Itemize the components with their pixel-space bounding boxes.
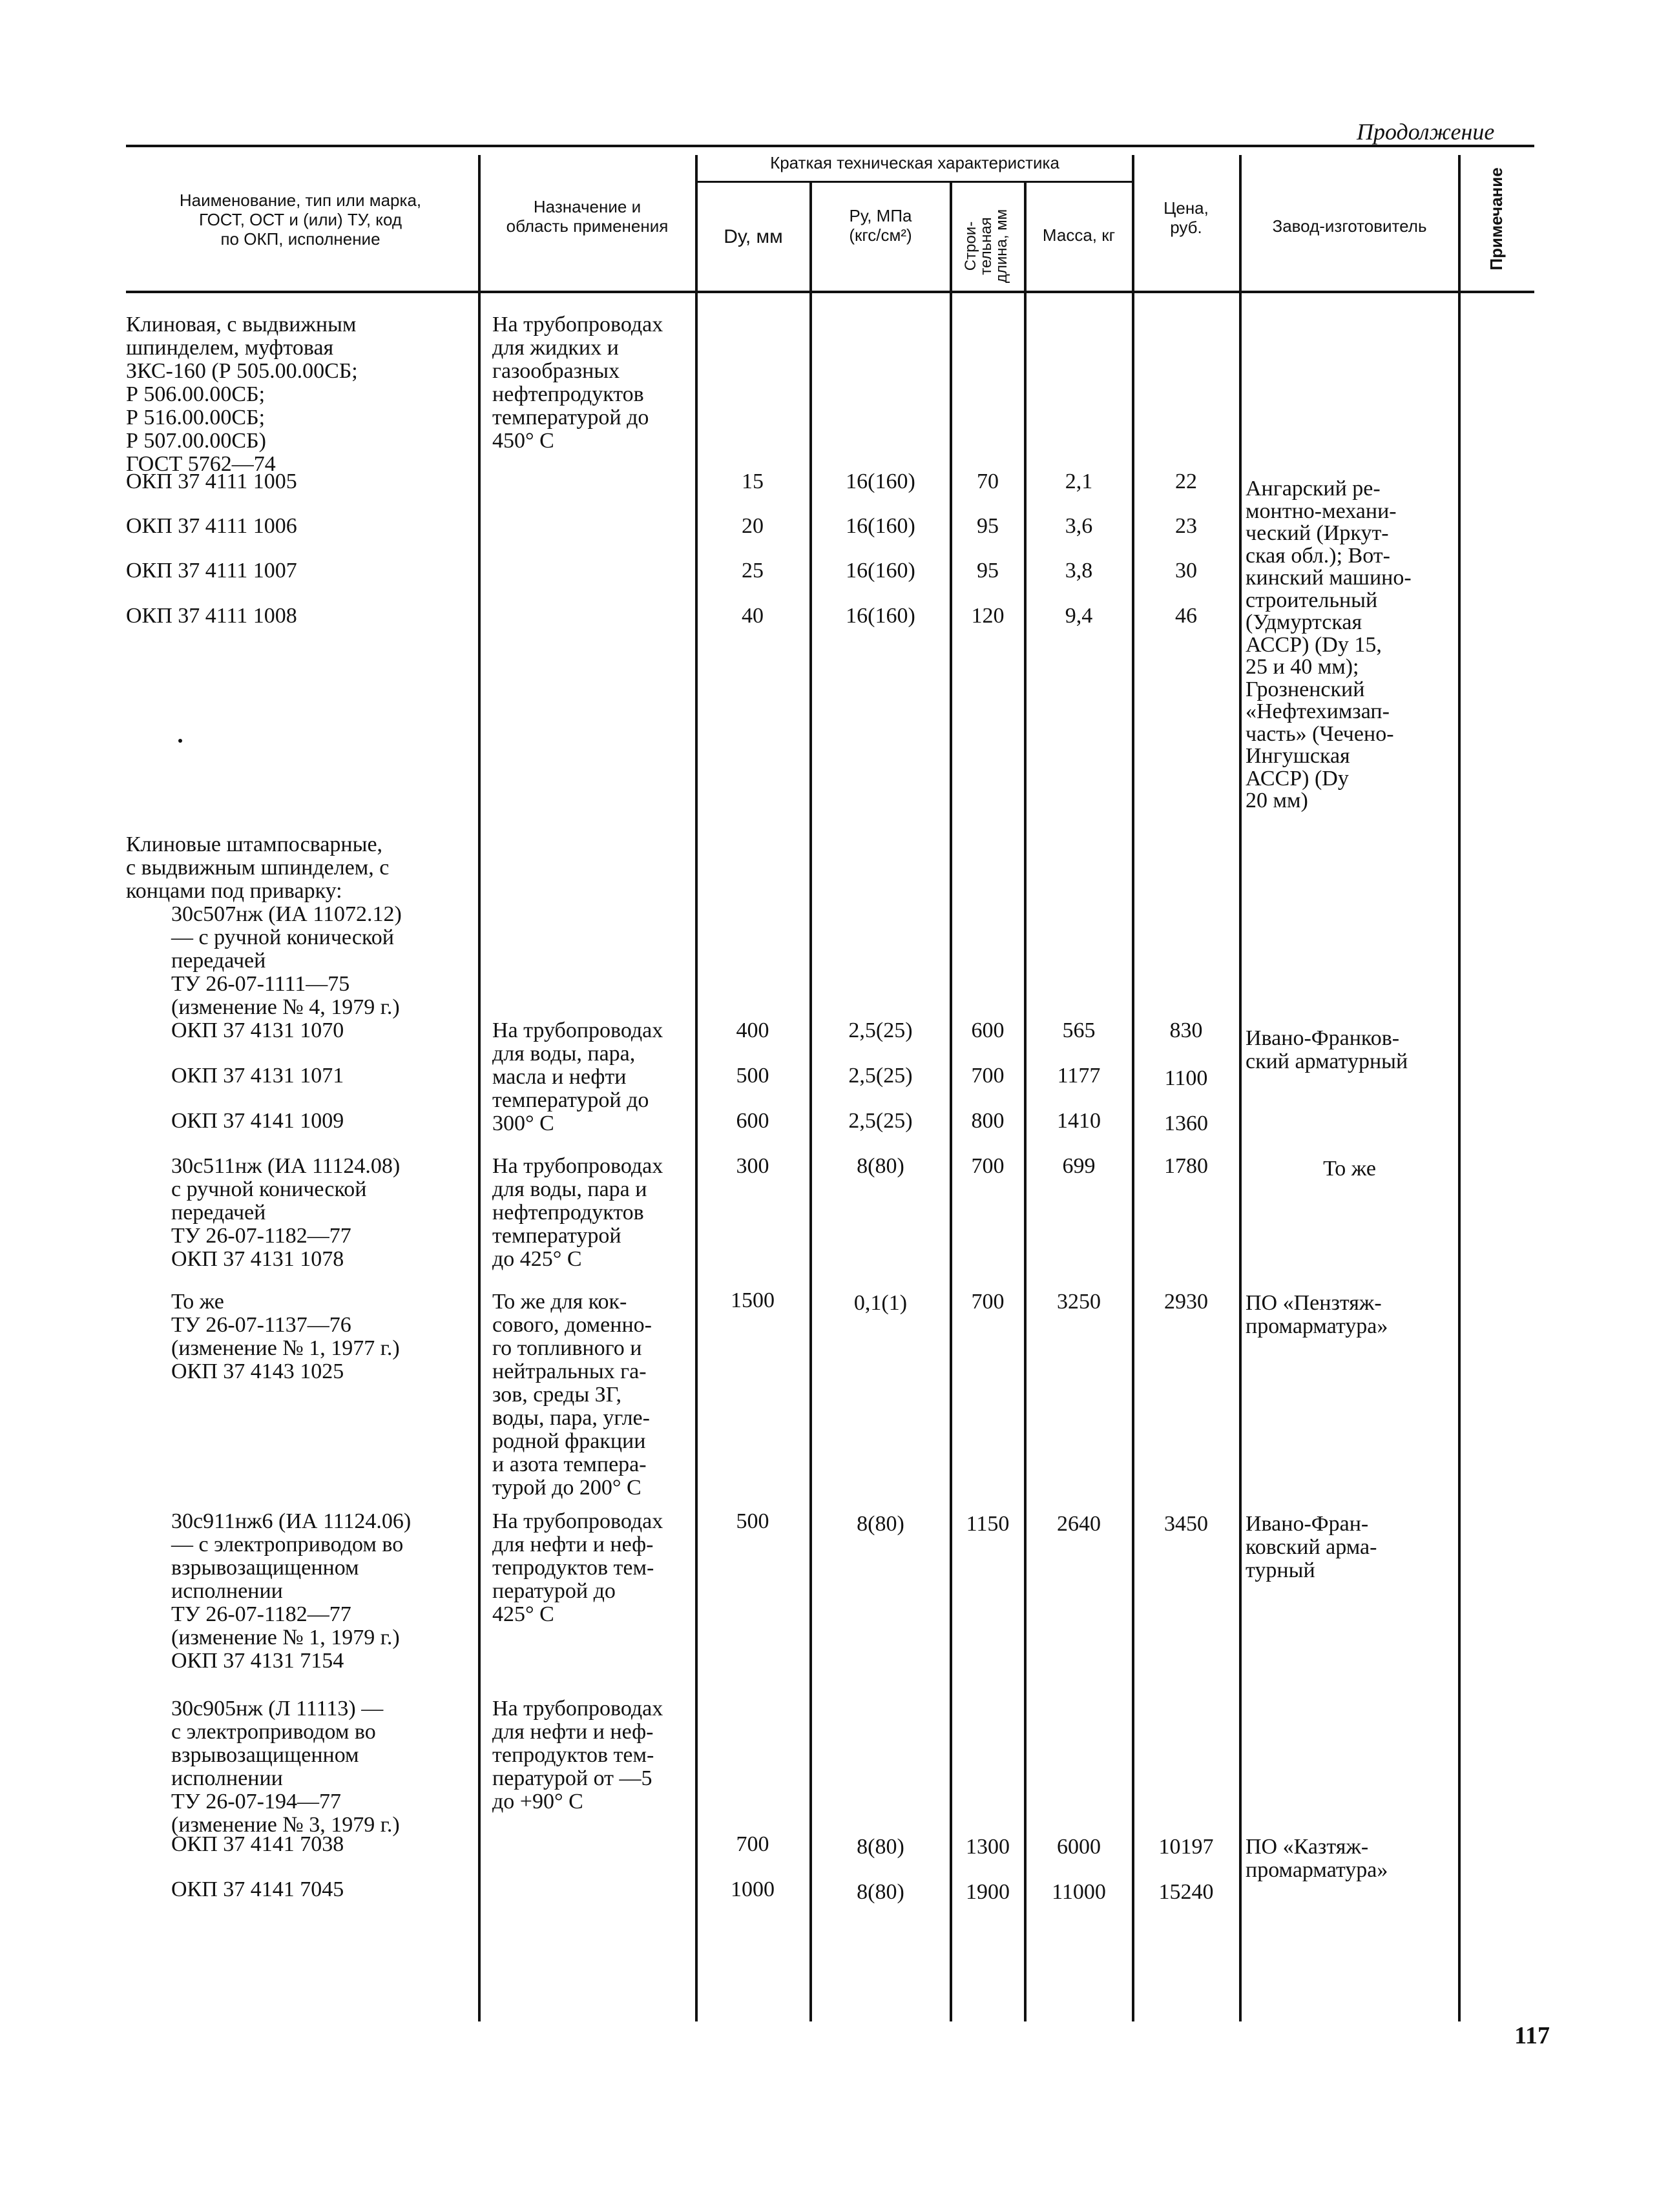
table-row-dy: 600 bbox=[736, 1109, 769, 1133]
block2-maker: Ивано-Франков- ский арматурный bbox=[1246, 1026, 1408, 1073]
col-divider-2 bbox=[695, 155, 698, 2021]
block6-purpose: На трубопроводах для нефти и неф- тепродуктов тем- пературой от —5 до +90° С bbox=[492, 1697, 663, 1814]
table-row-length: 700 bbox=[971, 1290, 1005, 1314]
table-row-code: ОКП 37 4141 1009 bbox=[171, 1109, 344, 1133]
col-divider-5 bbox=[1024, 182, 1027, 2021]
table-row-mass: 565 bbox=[1062, 1018, 1096, 1042]
table-row-length: 600 bbox=[971, 1018, 1005, 1042]
block3-maker: То же bbox=[1323, 1157, 1376, 1181]
table-row-length: 95 bbox=[977, 514, 999, 538]
table-row-dy: 500 bbox=[736, 1509, 769, 1533]
tech-group-rule bbox=[696, 181, 1132, 183]
table-row-price: 3450 bbox=[1164, 1512, 1208, 1536]
header-dy: Dу, мм bbox=[724, 226, 783, 247]
col-divider-4 bbox=[950, 182, 952, 2021]
table-row-code: ОКП 37 4111 1007 bbox=[126, 559, 297, 583]
header-price: Цена, руб. bbox=[1163, 198, 1209, 237]
table-row-py: 2,5(25) bbox=[848, 1109, 913, 1133]
table-row-price: 1360 bbox=[1164, 1111, 1208, 1135]
table-row-code: ОКП 37 4111 1008 bbox=[126, 604, 297, 628]
header-name: Наименование, тип или марка, ГОСТ, ОСТ и (или) ТУ, код по ОКП, исполнение bbox=[179, 191, 422, 249]
table-row-price: 15240 bbox=[1158, 1880, 1214, 1904]
table-top-rule bbox=[126, 145, 1534, 147]
table-row-dy: 300 bbox=[736, 1154, 769, 1178]
table-row-mass: 2,1 bbox=[1065, 470, 1093, 493]
header-purpose: Назначение и область применения bbox=[506, 197, 669, 236]
table-row-code: ОКП 37 4131 1071 bbox=[171, 1064, 344, 1088]
block3-purpose: На трубопроводах для воды, пара и нефтепродуктов температурой до 425° С bbox=[492, 1154, 663, 1271]
table-row-length: 70 bbox=[977, 470, 999, 493]
table-row-price: 30 bbox=[1175, 559, 1197, 583]
block1-maker: Ангарский ре- монтно-механи- ческий (Иркут- ская обл.); Вот- кинский машино- строительный (Удмуртская АССР) (Dу 15, 25 и 40 мм); Грозненский «Нефтехимзап- часть» (Чечено- Ингушская АССР) (Dу 20 мм) bbox=[1246, 477, 1412, 812]
table-row-price: 1100 bbox=[1164, 1066, 1208, 1090]
table-row-length: 700 bbox=[971, 1154, 1005, 1178]
table-row-length: 1900 bbox=[966, 1880, 1010, 1904]
table-row-py: 0,1(1) bbox=[853, 1291, 908, 1315]
block1-name: Клиновая, с выдвижным шпинделем, муфтовая ЗКС-160 (Р 505.00.00СБ; Р 506.00.00СБ; Р 516.00.00СБ; Р 507.00.00СБ) ГОСТ 5762—74 bbox=[126, 313, 358, 476]
block2-intro: Клиновые штампосварные, с выдвижным шпинделем, с концами под приварку: bbox=[126, 832, 390, 903]
table-row-dy: 700 bbox=[736, 1832, 769, 1856]
block5-purpose: На трубопроводах для нефти и неф- тепродуктов тем- пературой до 425° С bbox=[492, 1509, 663, 1626]
table-row-price: 22 bbox=[1175, 470, 1197, 493]
block6-name: 30с905нж (Л 11113) — с электроприводом во взрывозащищенном исполнении ТУ 26-07-194—77 (изменение № 3, 1979 г.) bbox=[171, 1697, 400, 1837]
header-maker: Завод-изготовитель bbox=[1272, 216, 1427, 236]
header-note: Примечание bbox=[1486, 167, 1507, 271]
block1-purpose: На трубопроводах для жидких и газообразных нефтепродуктов температурой до 450° С bbox=[492, 313, 663, 453]
block4-purpose: То же для кок- сового, доменно- го топливного и нейтральных га- зов, среды ЗГ, воды, пара, угле- родной фракции и азота темпера- турой до 200° С bbox=[492, 1290, 652, 1500]
table-row-dy: 40 bbox=[742, 604, 764, 628]
table-row-code: ОКП 37 4111 1006 bbox=[126, 514, 297, 538]
table-row-length: 800 bbox=[971, 1109, 1005, 1133]
table-row-length: 1300 bbox=[966, 1835, 1010, 1859]
table-row-code: ОКП 37 4131 1070 bbox=[171, 1018, 344, 1042]
table-row-dy: 1000 bbox=[731, 1877, 775, 1901]
header-bottom-rule bbox=[126, 291, 1534, 293]
table-row-dy: 500 bbox=[736, 1064, 769, 1088]
continuation-label: Продолжение bbox=[1357, 119, 1495, 145]
table-row-mass: 6000 bbox=[1057, 1835, 1101, 1859]
table-row-mass: 3250 bbox=[1057, 1290, 1101, 1314]
table-row-py: 16(160) bbox=[846, 559, 915, 583]
table-row-py: 16(160) bbox=[846, 604, 915, 628]
table-row-mass: 2640 bbox=[1057, 1512, 1101, 1536]
table-row-code: ОКП 37 4141 7038 bbox=[171, 1832, 344, 1856]
table-row-mass: 11000 bbox=[1052, 1880, 1106, 1904]
col-divider-1 bbox=[478, 155, 481, 2021]
table-row-py: 8(80) bbox=[857, 1880, 904, 1904]
page-number: 117 bbox=[1514, 2022, 1550, 2049]
table-row-py: 8(80) bbox=[857, 1154, 904, 1178]
table-row-dy: 20 bbox=[742, 514, 764, 538]
table-row-mass: 3,8 bbox=[1065, 559, 1093, 583]
col-divider-8 bbox=[1458, 155, 1461, 2021]
table-row-price: 23 bbox=[1175, 514, 1197, 538]
table-row-price: 46 bbox=[1175, 604, 1197, 628]
block4-maker: ПО «Пензтяж- промарматура» bbox=[1246, 1291, 1388, 1338]
block3-name: 30с511нж (ИА 11124.08) с ручной конической передачей ТУ 26-07-1182—77 ОКП 37 4131 1078 bbox=[171, 1154, 401, 1271]
table-row-length: 700 bbox=[971, 1064, 1005, 1088]
header-tech: Краткая техническая характеристика bbox=[770, 153, 1059, 172]
table-row-price: 830 bbox=[1169, 1018, 1203, 1042]
table-row-py: 2,5(25) bbox=[848, 1064, 913, 1088]
col-divider-7 bbox=[1239, 155, 1242, 2021]
table-row-length: 95 bbox=[977, 559, 999, 583]
block4-name: То же ТУ 26-07-1137—76 (изменение № 1, 1977 г.) ОКП 37 4143 1025 bbox=[171, 1290, 400, 1383]
table-row-code: ОКП 37 4111 1005 bbox=[126, 470, 297, 493]
table-row-code: ОКП 37 4141 7045 bbox=[171, 1877, 344, 1901]
table-row-length: 120 bbox=[971, 604, 1005, 628]
table-row-price: 1780 bbox=[1164, 1154, 1208, 1178]
table-row-dy: 15 bbox=[742, 470, 764, 493]
table-row-dy: 1500 bbox=[731, 1288, 775, 1312]
block6-maker: ПО «Казтяж- промарматура» bbox=[1246, 1835, 1388, 1882]
table-row-mass: 3,6 bbox=[1065, 514, 1093, 538]
table-row-py: 16(160) bbox=[846, 514, 915, 538]
header-mass: Масса, кг bbox=[1042, 225, 1116, 245]
table-row-mass: 9,4 bbox=[1065, 604, 1093, 628]
header-length: Строи- тельная длина, мм bbox=[962, 209, 1010, 284]
table-row-py: 16(160) bbox=[846, 470, 915, 493]
table-row-mass: 699 bbox=[1062, 1154, 1096, 1178]
col-divider-3 bbox=[809, 182, 812, 2021]
block5-maker: Ивано-Фран- ковский арма- турный bbox=[1246, 1512, 1377, 1582]
table-row-dy: 400 bbox=[736, 1018, 769, 1042]
table-row-length: 1150 bbox=[966, 1512, 1010, 1536]
table-row-price: 10197 bbox=[1158, 1835, 1214, 1859]
table-row-py: 8(80) bbox=[857, 1512, 904, 1536]
table-row-mass: 1177 bbox=[1057, 1064, 1101, 1088]
table-row-mass: 1410 bbox=[1057, 1109, 1101, 1133]
table-row-py: 2,5(25) bbox=[848, 1018, 913, 1042]
table-row-dy: 25 bbox=[742, 559, 764, 583]
col-divider-6 bbox=[1132, 155, 1134, 2021]
header-py: Pу, МПа (кгс/см²) bbox=[849, 206, 912, 245]
block2-name: 30с507нж (ИА 11072.12) — с ручной конической передачей ТУ 26-07-1111—75 (изменение № 4, 1979 г.) bbox=[171, 902, 402, 1019]
block2-purpose: На трубопроводах для воды, пара, масла и нефти температурой до 300° С bbox=[492, 1018, 663, 1135]
stray-dot bbox=[178, 739, 182, 743]
block5-name: 30с911нж6 (ИА 11124.06) — с электроприводом во взрывозащищенном исполнении ТУ 26-07-1182—77 (изменение № 1, 1979 г.) ОКП 37 4131 7154 bbox=[171, 1509, 412, 1673]
table-row-price: 2930 bbox=[1164, 1290, 1208, 1314]
table-row-py: 8(80) bbox=[857, 1835, 904, 1859]
